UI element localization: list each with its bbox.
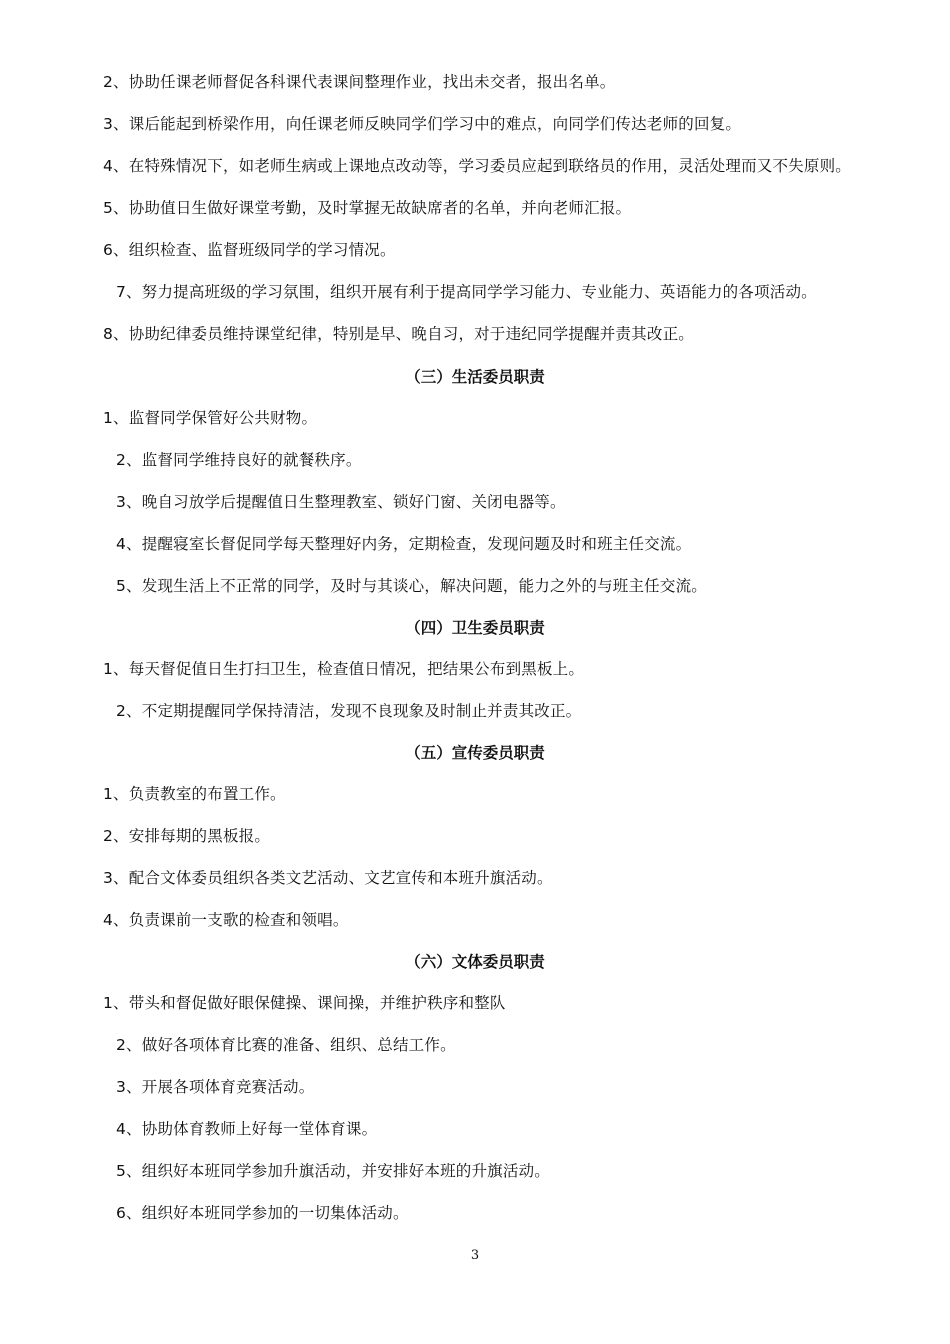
life-heading: （三）生活委员职责 (405, 368, 545, 386)
study-item-8: 8、协助纪律委员维持课堂纪律，特别是早、晚自习，对于违纪同学提醒并责其改正。 (103, 325, 694, 343)
publicity-item-4: 4、负责课前一支歌的检查和领唱。 (103, 911, 349, 929)
life-item-4: 4、提醒寝室长督促同学每天整理好内务，定期检查，发现问题及时和班主任交流。 (116, 535, 692, 553)
study-item-3: 3、课后能起到桥梁作用，向任课老师反映同学们学习中的难点，向同学们传达老师的回复。 (103, 115, 742, 133)
life-item-2: 2、监督同学维持良好的就餐秩序。 (116, 451, 362, 469)
hygiene-item-1: 1、每天督促值日生打扫卫生，检查值日情况，把结果公布到黑板上。 (103, 660, 585, 678)
hygiene-item-2: 2、不定期提醒同学保持清洁，发现不良现象及时制止并责其改正。 (116, 702, 582, 720)
study-item-7: 7、努力提高班级的学习氛围，组织开展有利于提高同学学习能力、专业能力、英语能力的各项活动。 (116, 283, 817, 301)
sports-heading: （六）文体委员职责 (405, 953, 545, 971)
sports-item-5: 5、组织好本班同学参加升旗活动，并安排好本班的升旗活动。 (116, 1162, 550, 1180)
publicity-heading: （五）宣传委员职责 (405, 744, 545, 762)
publicity-item-3: 3、配合文体委员组织各类文艺活动、文艺宣传和本班升旗活动。 (103, 869, 553, 887)
sports-item-1: 1、带头和督促做好眼保健操、课间操，并维护秩序和整队 (103, 994, 506, 1012)
hygiene-heading: （四）卫生委员职责 (405, 619, 545, 637)
study-item-6: 6、组织检查、监督班级同学的学习情况。 (103, 241, 396, 259)
publicity-item-1: 1、负责教室的布置工作。 (103, 785, 286, 803)
sports-item-2: 2、做好各项体育比赛的准备、组织、总结工作。 (116, 1036, 456, 1054)
study-item-5: 5、协助值日生做好课堂考勤，及时掌握无故缺席者的名单，并向老师汇报。 (103, 199, 632, 217)
life-item-3: 3、晚自习放学后提醒值日生整理教室、锁好门窗、关闭电器等。 (116, 493, 566, 511)
publicity-item-2: 2、安排每期的黑板报。 (103, 827, 271, 845)
page-number: 3 (470, 1248, 480, 1263)
life-item-1: 1、监督同学保管好公共财物。 (103, 409, 318, 427)
study-item-4: 4、在特殊情况下，如老师生病或上课地点改动等，学习委员应起到联络员的作用，灵活处理而又不失原则。 (103, 157, 851, 175)
sports-item-6: 6、组织好本班同学参加的一切集体活动。 (116, 1204, 409, 1222)
sports-item-4: 4、协助体育教师上好每一堂体育课。 (116, 1120, 378, 1138)
study-item-2: 2、协助任课老师督促各科课代表课间整理作业，找出未交者，报出名单。 (103, 73, 616, 91)
sports-item-3: 3、开展各项体育竞赛活动。 (116, 1078, 315, 1096)
life-item-5: 5、发现生活上不正常的同学，及时与其谈心，解决问题，能力之外的与班主任交流。 (116, 577, 707, 595)
